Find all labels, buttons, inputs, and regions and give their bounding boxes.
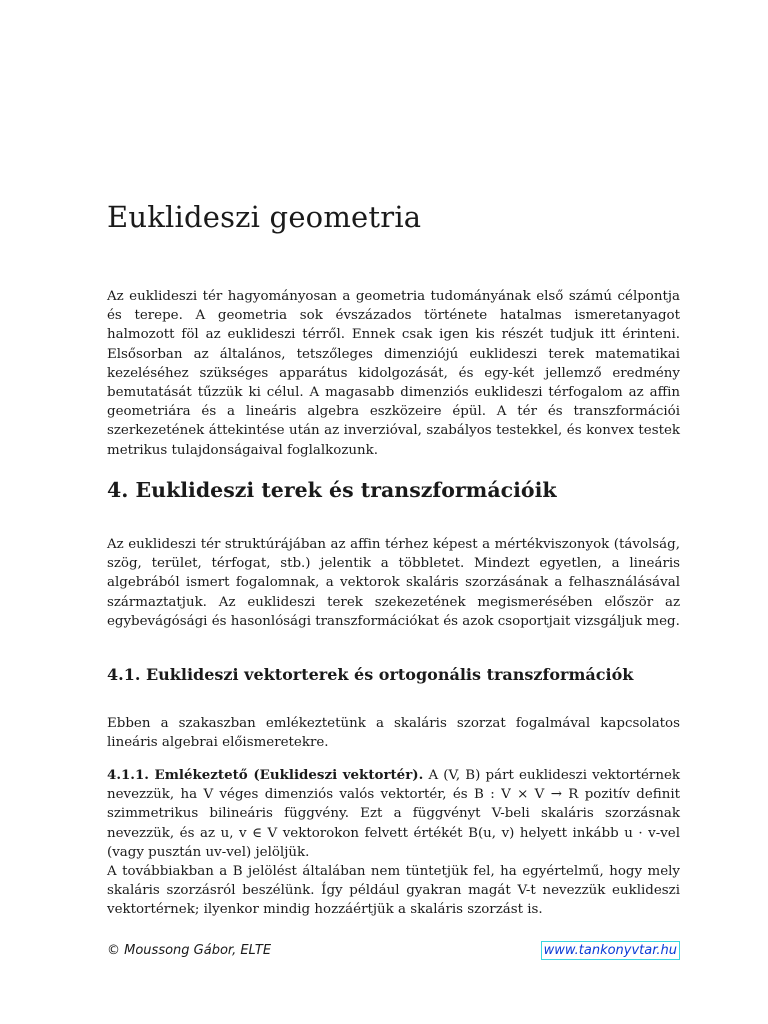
section-paragraph: Az euklideszi tér struktúrájában az affin térhez képest a mértékviszonyok (távolság, szög, terület, térfogat, stb.) jelentik a többletet. Mindezt egyetlen, a lineáris algebrából ismert fogalomnak, a vektorok skaláris szorzásának a felhasználásával származtatjuk. Az euklideszi terek szekezetének megismerésében először az egybevágósági és hasonlósági transzformációkat és azok csoportjait vizsgáljuk meg.: [107, 537, 680, 629]
chapter-title: Euklideszi geometria: [107, 200, 422, 234]
page-footer: [107, 941, 680, 963]
document-page: [107, 0, 680, 1024]
remark-text: A (V, B) párt euklideszi vektortérnek nevezzük, ha V véges dimenziós valós vektortér, és B : V × V → R pozitív definit szimmetrikus bilineáris függvény. Ezt a függvényt V-beli skaláris szorzásnak nevezzük, és az u, v ∈ V vektorokon felvett értékét B(u, v) helyett inkább u · v-vel (vagy pusztán uv-vel) jelöljük.: [107, 768, 680, 860]
footer-site-link[interactable]: www.tankonyvtar.hu: [541, 941, 680, 960]
footer-author-text: Moussong Gábor, ELTE: [124, 943, 272, 958]
section-heading: 4. Euklideszi terek és transzformációik: [107, 478, 557, 502]
copyright-icon: ©: [107, 943, 120, 958]
remark-paragraph: [107, 766, 680, 862]
remark-label: 4.1.1. Emlékeztető (Euklideszi vektortér).: [107, 767, 424, 783]
remark-followup-paragraph: A továbbiakban a B jelölést általában nem tüntetjük fel, ha egyértelmű, hogy mely skaláris szorzásról beszélünk. Így például gyakran magát V-t nevezzük euklideszi vektortérnek; ilyenkor mindig hozzáértjük a skaláris szorzást is.: [107, 864, 680, 918]
intro-paragraph: Az euklideszi tér hagyományosan a geometria tudományának első számú célpontja és terepe. A geometria sok évszázados története hatalmas ismeretanyagot halmozott föl az euklideszi térről. Ennek csak igen kis részét tudjuk itt érinteni. Elsősorban az általános, tetszőleges dimenziójú euklideszi terek matematikai kezeléséhez szükséges apparátus kidolgozását, és egy-két jellemző eredmény bemutatását tűzzük ki célul. A magasabb dimenziós euklideszi térfogalom az affin geometriára és a lineáris algebra eszközeire épül. A tér és transzformációi szerkezetének áttekintése után az inverzióval, szabályos testekkel, és konvex testek metrikus tulajdonságaival foglalkozunk.: [107, 289, 680, 458]
subsection-paragraph: Ebben a szakaszban emlékeztetünk a skaláris szorzat fogalmával kapcsolatos lineáris algebrai előismeretekre.: [107, 716, 680, 751]
subsection-heading: 4.1. Euklideszi vektorterek és ortogonális transzformációk: [107, 665, 634, 684]
footer-author: [107, 943, 271, 958]
